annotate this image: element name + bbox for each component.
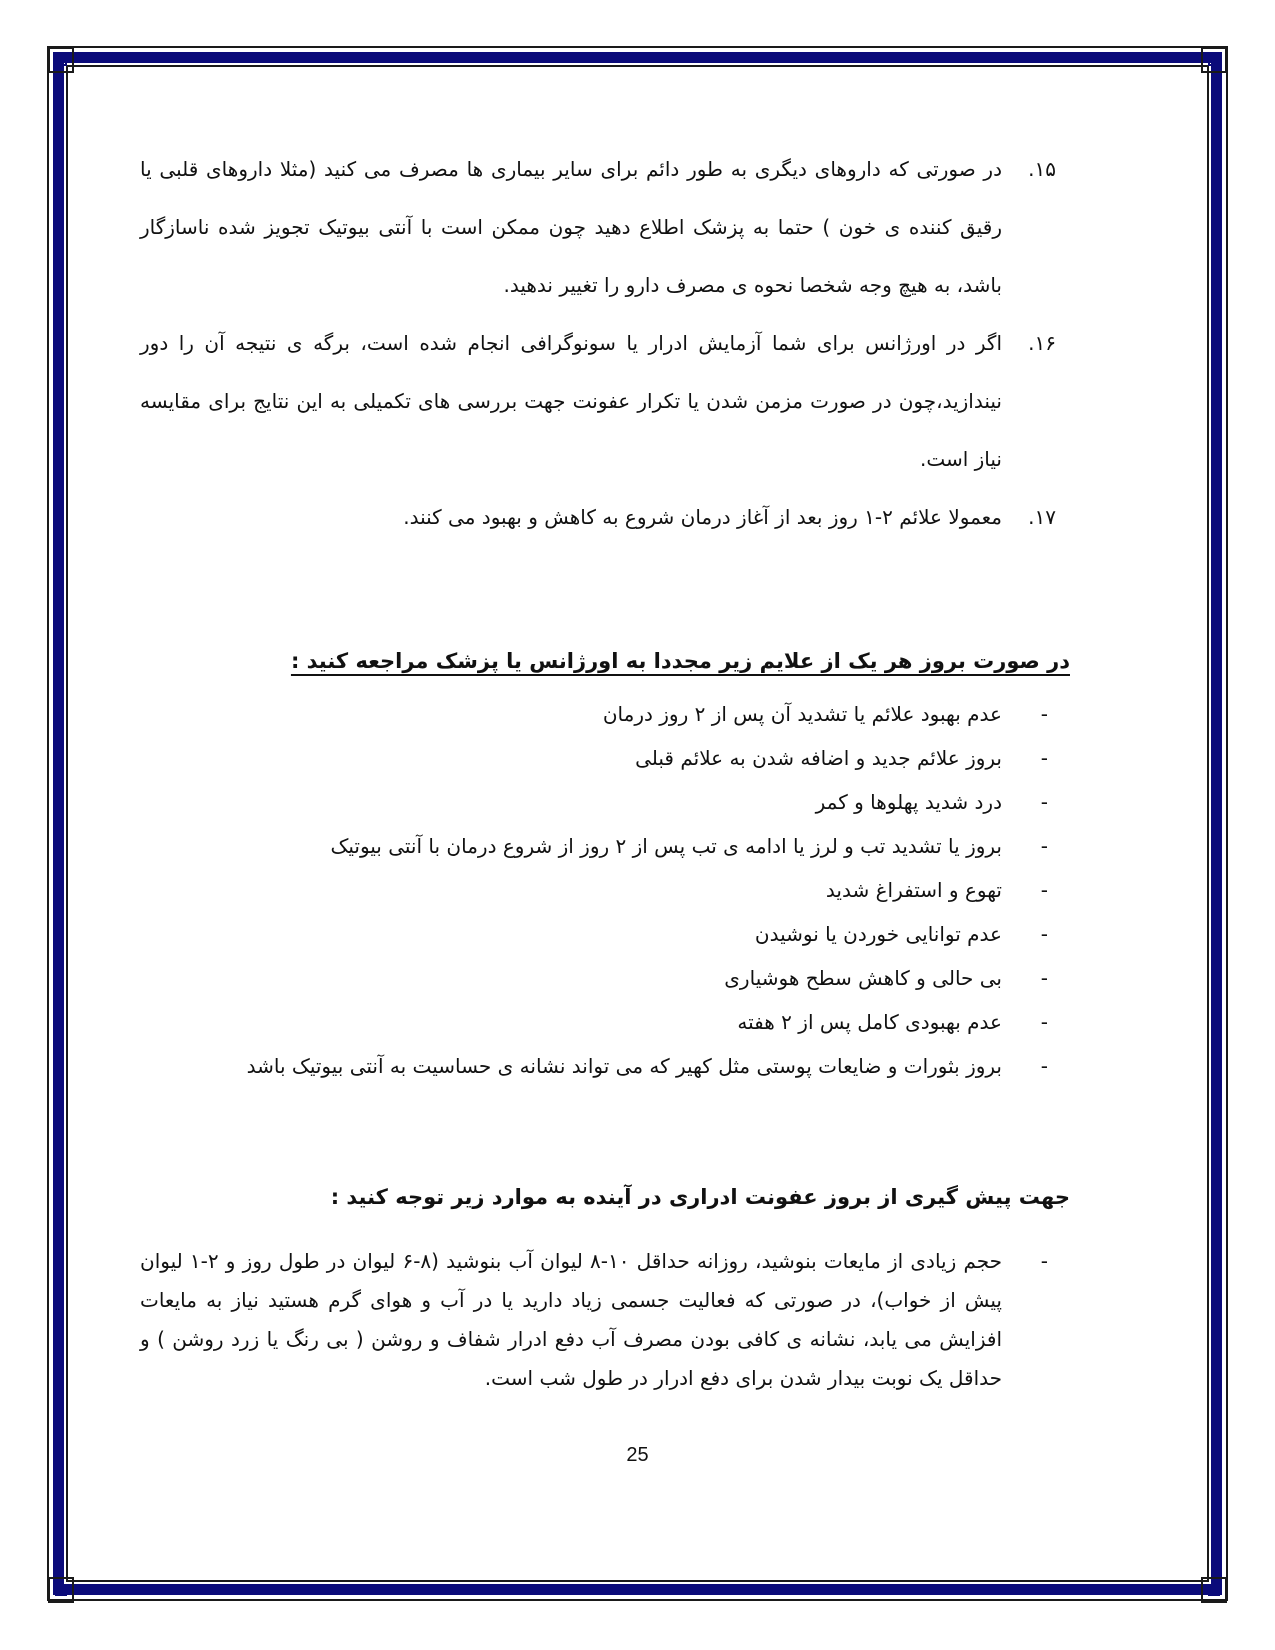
corner-ornament-top-left — [48, 47, 74, 73]
item-text: در صورتی که داروهای دیگری به طور دائم برای سایر بیماری ها مصرف می کنید (مثلا داروهای قلبی یا رقیق کننده ی خون ) حتما به پزشک اطلاع دهید چون ممکن است با آنتی بیوتیک تجویز شده ناسازگار باشد، به هیچ وجه شخصا نحوه ی مصرف دارو را تغییر ندهید. — [140, 157, 1002, 297]
list-item: - بروز بثورات و ضایعات پوستی مثل کهیر که می تواند نشانه ی حساسیت به آنتی بیوتیک باشد — [246, 1054, 1048, 1078]
list-item: - عدم بهبودی کامل پس از ۲ هفته — [737, 1010, 1048, 1034]
list-item: - عدم بهبود علائم یا تشدید آن پس از ۲ روز درمان — [602, 702, 1048, 726]
prevention-paragraph: - حجم زیادی از مایعات بنوشید، روزانه حداقل ۱۰-۸ لیوان آب بنوشید (۸-۶ لیوان در طول روز و ۲-۱ لیوان پیش از خواب)، در صورتی که فعالیت جسمی زیاد دارید یا در آب و هوای گرم هستید نیاز به مایعات افزایش می یابد، نشانه ی کافی بودن مصرف آب دفع ادرار شفاف و روشن ( بی رنگ یا زرد روشن ) و حداقل یک نوبت بیدار شدن برای دفع ادرار در طول شب است. — [140, 1249, 1048, 1390]
list-item-17 — [140, 488, 1056, 546]
item-number: ۱۷. — [1028, 505, 1056, 529]
numbered-list — [140, 140, 1070, 546]
corner-ornament-bottom-right — [1201, 1577, 1227, 1603]
item-text: معمولا علائم ۲-۱ روز بعد از آغاز درمان شروع به کاهش و بهبود می کنند. — [403, 505, 1002, 529]
list-item: - بی حالی و کاهش سطح هوشیاری — [724, 966, 1048, 990]
item-text: اگر در اورژانس برای شما آزمایش ادرار یا سونوگرافی انجام شده است، برگه ی نتیجه آن را دور نیندازید،چون در صورت مزمن شدن یا تکرار عفونت جهت بررسی های تکمیلی به این نتایج برای مقایسه نیاز است. — [140, 331, 1002, 471]
item-number: ۱۶. — [1028, 331, 1056, 355]
page-number: 25 — [626, 1444, 649, 1466]
warning-signs-list — [140, 692, 1070, 1088]
list-item: - بروز یا تشدید تب و لرز یا ادامه ی تب پس از ۲ روز از شروع درمان با آنتی بیوتیک — [330, 834, 1048, 858]
list-item-16 — [140, 314, 1056, 488]
list-item: - تهوع و استفراغ شدید — [825, 878, 1048, 902]
warning-heading: در صورت بروز هر یک از علایم زیر مجددا به اورژانس یا پزشک مراجعه کنید : — [290, 649, 1070, 673]
corner-ornament-top-right — [1201, 47, 1227, 73]
list-item: - عدم توانایی خوردن یا نوشیدن — [754, 922, 1048, 946]
corner-ornament-bottom-left — [48, 1577, 74, 1603]
list-item-15 — [140, 140, 1056, 314]
list-item: - درد شدید پهلوها و کمر — [815, 790, 1048, 814]
item-number: ۱۵. — [1028, 157, 1056, 181]
document-body — [140, 140, 1070, 1418]
list-item: - بروز علائم جدید و اضافه شدن به علائم قبلی — [635, 746, 1048, 770]
prevention-heading: جهت پیش گیری از بروز عفونت ادراری در آینده به موارد زیر توجه کنید : — [330, 1185, 1070, 1209]
